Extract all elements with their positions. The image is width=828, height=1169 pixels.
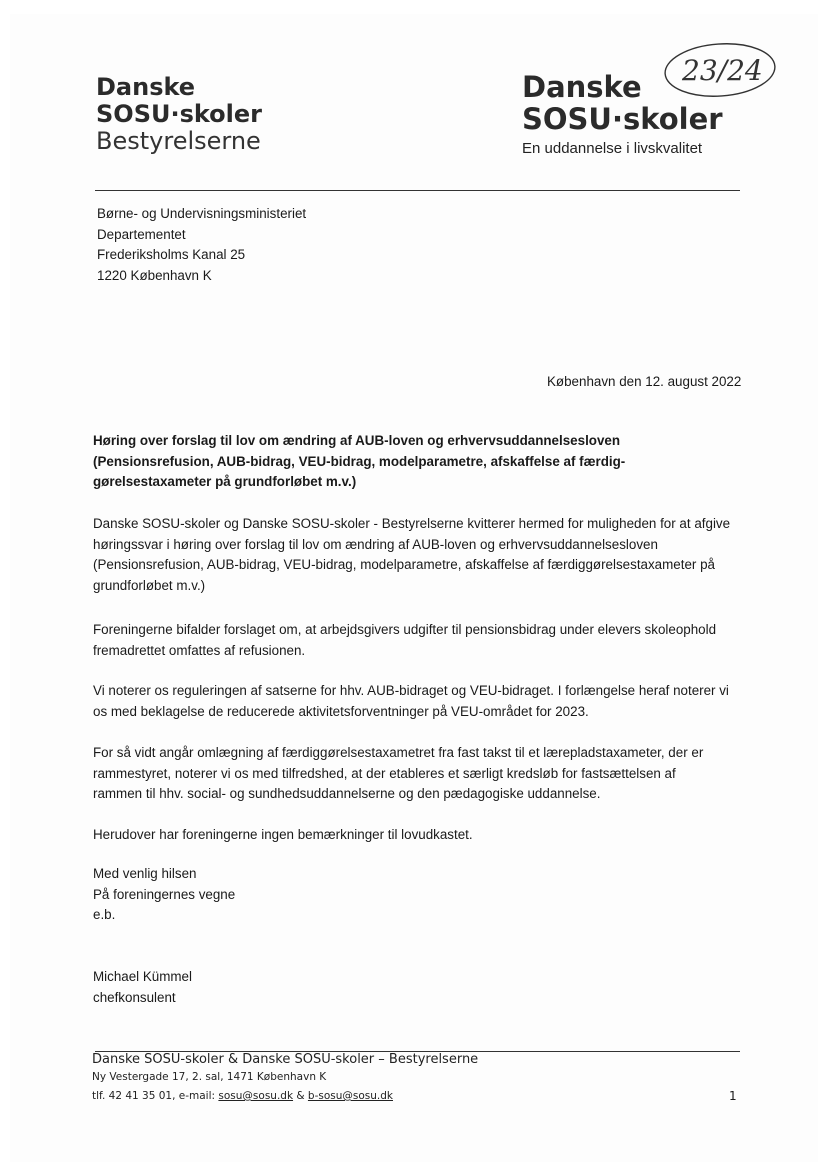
paragraph-line: rammen til hhv. social- og sundhedsuddannelserne og den pædagogiske uddannelse. <box>93 786 601 801</box>
recipient-line: Frederiksholms Kanal 25 <box>97 247 246 262</box>
paragraph-no-remarks <box>93 825 473 846</box>
email-link-b-sosu[interactable]: b-sosu@sosu.dk <box>307 1090 393 1102</box>
paragraph-line: For så vidt angår omlægning af færdiggørelsestaxametret fra fast takst til et lærepladstaxameter, der er <box>93 745 704 760</box>
footer-phone: tlf. 42 41 35 01, e-mail: <box>92 1090 216 1102</box>
email-link-sosu[interactable]: sosu@sosu.dk <box>218 1090 294 1102</box>
footer-contact <box>92 1090 393 1102</box>
logo-right-line1: Danske <box>522 70 642 104</box>
logo-left-line1: Danske <box>96 73 196 101</box>
footer-address: Ny Vestergade 17, 2. sal, 1471 København K <box>92 1071 327 1083</box>
heading-line: Høring over forslag til lov om ændring af AUB-loven og erhvervsuddannelsesloven <box>93 433 621 448</box>
paragraph-taximeter <box>93 743 703 805</box>
logo-tagline: En uddannelse i livskvalitet <box>522 139 703 157</box>
paragraph-line: Herudover har foreningerne ingen bemærkninger til lovudkastet. <box>93 827 473 842</box>
page-number: 1 <box>729 1089 737 1103</box>
paragraph-line: os med beklagelse de reducerede aktivitetsforventninger på VEU-området for 2023. <box>93 703 589 719</box>
paragraph-pension <box>93 620 716 661</box>
paragraph-line: Vi noterer os reguleringen af satserne for hhv. AUB-bidraget og VEU-bidraget. I forlængelse heraf noterer vi <box>93 683 729 698</box>
letter-heading <box>93 431 625 493</box>
paragraph-line: Danske SOSU-skoler og Danske SOSU-skoler - Bestyrelserne kvitterer hermed for muligheden for at afgive <box>93 516 731 531</box>
paragraph-rates <box>93 681 729 722</box>
letter-closing <box>93 864 235 926</box>
footer-organization: Danske SOSU-skoler & Danske SOSU-skoler – Bestyrelserne <box>92 1052 479 1067</box>
footer-ampersand: & <box>296 1090 305 1102</box>
header-divider <box>95 190 740 191</box>
paragraph-line: høringssvar i høring over forslag til lov om ændring af AUB-loven og erhvervsuddannelsesloven <box>93 536 658 552</box>
closing-line: e.b. <box>93 907 116 922</box>
closing-line: På foreningernes vegne <box>93 886 236 902</box>
logo-left-line3: Bestyrelserne <box>96 126 261 155</box>
heading-line: gørelsestaxameter på grundforløbet m.v.) <box>93 474 357 489</box>
paragraph-line: fremadrettet omfattes af refusionen. <box>93 642 306 658</box>
signer-title: chefkonsulent <box>93 989 176 1005</box>
paragraph-line: Foreningerne bifalder forslaget om, at arbejdsgivers udgifter til pensionsbidrag under elevers skoleophold <box>93 622 717 637</box>
closing-line: Med venlig hilsen <box>93 866 197 881</box>
logo-bestyrelserne <box>96 74 262 155</box>
paragraph-line: rammestyret, noterer vi os med tilfredshed, at der etableres et særligt kredsløb for fastsættelsen af <box>93 765 676 781</box>
recipient-address <box>97 204 306 286</box>
heading-line: (Pensionsrefusion, AUB-bidrag, VEU-bidrag, modelparametre, afskaffelse af færdig- <box>93 453 626 469</box>
stamp-text: 23/24 <box>682 54 763 87</box>
logo-left-line2: SOSU·skoler <box>96 99 263 128</box>
signer-name: Michael Kümmel <box>93 969 192 984</box>
signer-block <box>93 967 192 1008</box>
paragraph-line: grundforløbet m.v.) <box>93 577 206 593</box>
recipient-line: 1220 København K <box>97 267 212 283</box>
letter-date: København den 12. august 2022 <box>547 374 742 389</box>
logo-right-line2: SOSU·skoler <box>522 102 723 137</box>
recipient-line: Departementet <box>97 226 186 242</box>
recipient-line: Børne- og Undervisningsministeriet <box>97 206 307 221</box>
paragraph-intro <box>93 514 730 596</box>
paragraph-line: (Pensionsrefusion, AUB-bidrag, VEU-bidrag, modelparametre, afskaffelse af færdiggørelsestaxameter på <box>93 557 715 572</box>
handwritten-stamp <box>662 40 778 100</box>
